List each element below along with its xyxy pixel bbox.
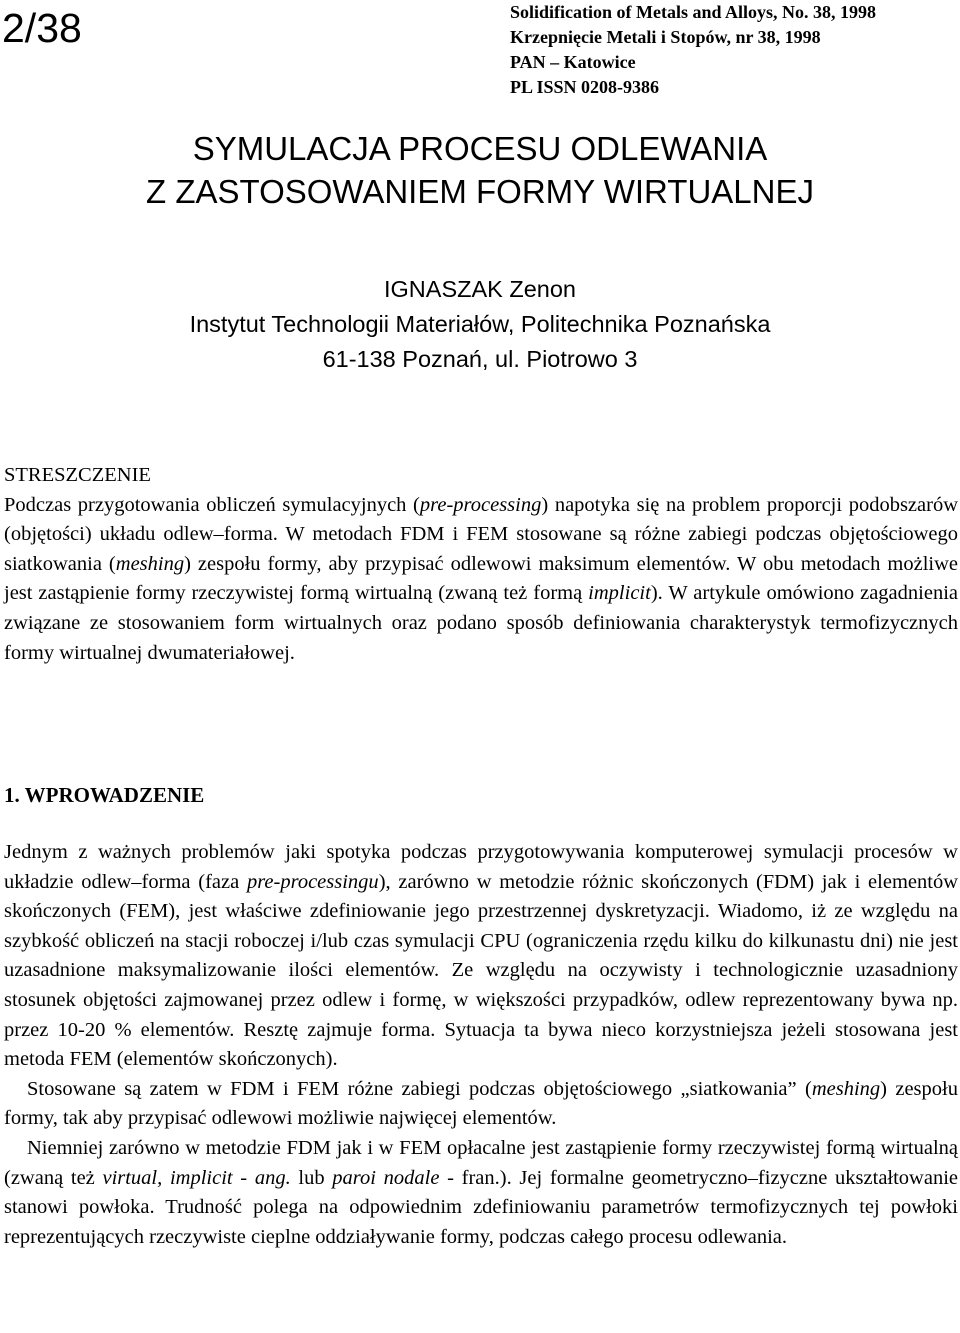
body-paragraph [4,1134,958,1252]
abstract-text [4,491,958,669]
abstract-text-run: ). W artykule omówiono zagadnienia związane ze stosowaniem form wirtualnych oraz podano sposób definiowania charakterystyk termofizycznych formy wirtualnej dwumateriałowej. [4,582,958,664]
abstract-emphasis: meshing [115,552,185,575]
paragraph-text-run: ) zespołu formy, tak aby przypisać odlewowi możliwie najwięcej elementów. [4,1077,958,1130]
paragraph-text-run: Niemniej zarówno w metodzie FDM jak i w FEM opłacalne jest zastąpienie formy rzeczywistej formą wirtualną (zwaną też [4,1136,958,1189]
journal-line: PL ISSN 0208-9386 [510,77,660,97]
section-heading: 1. WPROWADZENIE [4,783,205,807]
paragraph-text-run: lub [290,1166,333,1189]
paragraph-emphasis: virtual, implicit [102,1166,233,1189]
journal-info [510,0,876,100]
paragraph-text-run: - fran.). Jej formalne geometryczno–fizyczne ukształtowanie stanowi powłoka. Trudność polega na odpowiednim zdefiniowaniu parametrów termofizycznych tej powłoki reprezentujących rzeczywiste cieplne oddziaływanie formy, podczas całego procesu odlewania. [4,1166,959,1248]
abstract-heading: STRESZCZENIE [4,464,151,486]
abstract-emphasis: implicit [588,582,651,605]
paragraph-text-run: ), zarówno w metodzie różnic skończonych (FDM) jak i elementów skończonych (FEM), jest właściwe zdefiniowanie jego przestrzennej dyskretyzacji. Wiadomo, iż ze względu na szybkość obliczeń na stacji roboczej i/lub czas symulacji CPU (ograniczenia rzędu kilku do kilkunastu dni) nie jest uzasadnione maksymalizowanie ilości elementów. Ze względu na oczywisty i technologicznie uzasadniony stosunek objętości zajmowanej przez odlew i formę, w większości przypadków, odlew reprezentowany bywa np. przez 10-20 % elementów. Resztę zajmuje forma. Sytuacja ta bywa nieco korzystniejsza jeżeli stosowana jest metoda FEM (elementów skończonych). [4,870,958,1071]
paper-title [0,127,960,213]
paragraph-text-run: - [232,1166,255,1189]
author-block [0,272,960,377]
abstract-text-run: ) napotyka się na problem proporcji podobszarów (objętości) układu odlew–forma. W metodach FDM i FEM stosowane są różne zabiegi podczas objętościowego siatkowania ( [4,493,958,575]
abstract-text-run: Podczas przygotowania obliczeń symulacyjnych ( [4,493,420,516]
body-paragraph [4,838,958,1075]
abstract-text-run: ) zespołu formy, aby przypisać odlewowi maksimum elementów. W obu metodach możliwe jest zastąpienie formy rzeczywistej formą wirtualną (zwaną też formą [4,552,959,605]
author-address: 61-138 Poznań, ul. Piotrowo 3 [322,346,638,372]
title-line-2: Z ZASTOSOWANIEM FORMY WIRTUALNEJ [146,173,814,210]
paragraph-text-run: Jednym z ważnych problemów jaki spotyka podczas przygotowywania komputerowej symulacji procesów w układzie odlew–forma (faza [4,841,958,893]
journal-line: PAN – Katowice [510,52,636,72]
author-affiliation: Instytut Technologii Materiałów, Politechnika Poznańska [189,311,771,337]
abstract [4,461,958,668]
section-body [4,838,958,1252]
paragraph-text-run: Stosowane są zatem w FDM i FEM różne zabiegi podczas objętościowego „siatkowania” ( [27,1077,812,1100]
body-paragraph [4,1075,958,1134]
title-line-1: SYMULACJA PROCESU ODLEWANIA [192,130,768,167]
paragraph-emphasis: paroi nodale [332,1166,440,1189]
journal-line: Krzepnięcie Metali i Stopów, nr 38, 1998 [510,27,821,47]
paragraph-emphasis: ang. [254,1166,291,1189]
author-name: IGNASZAK Zenon [384,276,576,302]
paragraph-emphasis: meshing [811,1077,881,1100]
journal-line: Solidification of Metals and Alloys, No. 38, 1998 [510,2,877,22]
paragraph-emphasis: pre-processingu [246,870,379,893]
paper-number: 2/38 [2,5,82,51]
abstract-emphasis: pre-processing [419,493,542,516]
